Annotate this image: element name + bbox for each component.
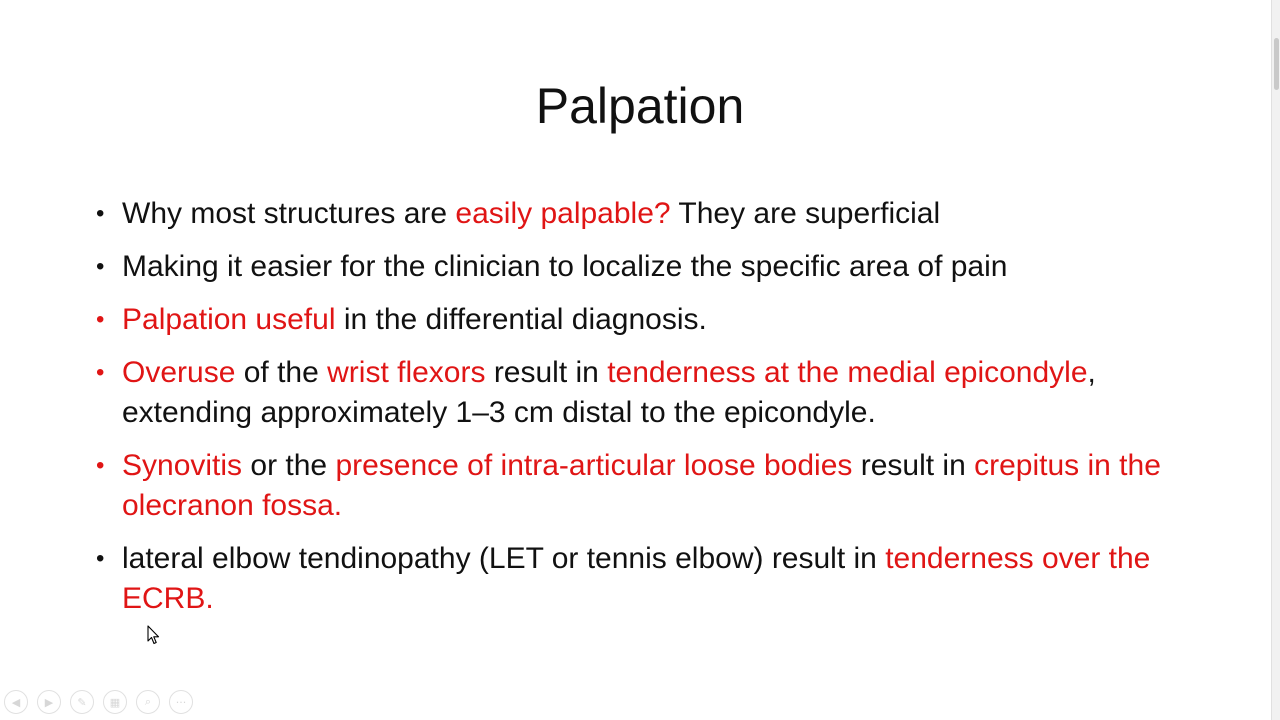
bullet-text: , extending approximately 1–3 cm distal to the epicondyle.	[122, 356, 1096, 429]
zoom-icon[interactable]: ⌕	[136, 690, 160, 714]
bullet-text: in the differential diagnosis.	[335, 303, 707, 336]
highlighted-text: easily palpable?	[455, 197, 671, 230]
bullet-dot-icon: •	[96, 253, 105, 280]
highlighted-text: wrist flexors	[327, 356, 486, 389]
bullet-item	[96, 300, 1196, 340]
bullet-item	[96, 247, 1196, 287]
highlighted-text: Synovitis	[122, 449, 243, 482]
bullet-dot-icon: •	[96, 359, 105, 386]
presenter-controls	[4, 690, 193, 714]
bullet-list	[96, 194, 1196, 632]
bullet-item	[96, 194, 1196, 234]
bullet-item	[96, 353, 1196, 433]
bullet-text: They are superficial	[670, 197, 941, 230]
bullet-dot-icon: •	[96, 200, 105, 227]
slide-title: Palpation	[535, 78, 745, 134]
bullet-item	[96, 446, 1196, 526]
highlighted-text: tenderness at the medial epicondyle	[607, 356, 1088, 389]
next-icon[interactable]: ▶	[37, 690, 61, 714]
bullet-text: lateral elbow tendinopathy (LET or tennis elbow) result in	[122, 542, 886, 575]
bullet-text: result in	[485, 356, 608, 389]
more-icon[interactable]: ···	[169, 690, 193, 714]
bullet-text: result in	[852, 449, 975, 482]
bullet-dot-icon: •	[96, 545, 105, 572]
bullet-text: of the	[235, 356, 328, 389]
bullet-text: or the	[242, 449, 336, 482]
bullet-text: Making it easier for the clinician to localize the specific area of pain	[122, 250, 1008, 283]
mouse-cursor-icon	[147, 625, 161, 645]
pen-icon[interactable]: ✎	[70, 690, 94, 714]
highlighted-text: crepitus in the olecranon fossa.	[122, 449, 1161, 522]
previous-icon[interactable]: ◀	[4, 690, 28, 714]
bullet-dot-icon: •	[96, 306, 105, 333]
bullet-text: Why most structures are	[122, 197, 456, 230]
highlighted-text: tenderness over the ECRB.	[122, 542, 1151, 615]
highlighted-text: Overuse	[122, 356, 236, 389]
bullet-item	[96, 539, 1196, 619]
bullet-dot-icon: •	[96, 452, 105, 479]
highlighted-text: Palpation useful	[122, 303, 336, 336]
highlighted-text: presence of intra-articular loose bodies	[335, 449, 853, 482]
slides-grid-icon[interactable]: ▦	[103, 690, 127, 714]
